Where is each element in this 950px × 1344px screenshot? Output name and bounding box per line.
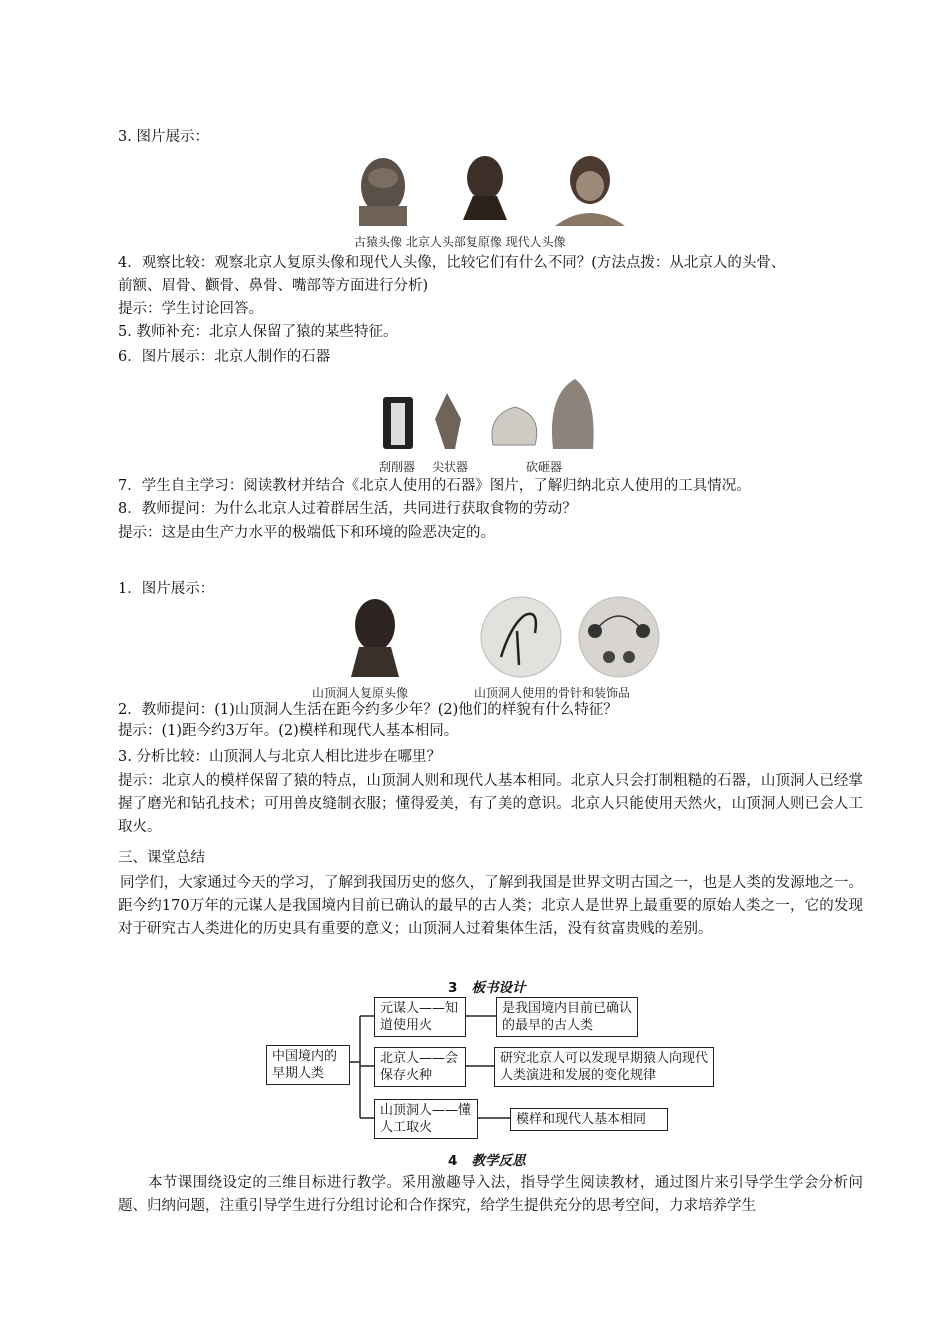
board-yuanmou-result-box: 是我国境内目前已确认的最早的古人类 <box>496 997 638 1037</box>
summary-paragraph: 同学们，大家通过今天的学习，了解到我国历史的悠久，了解到我国是世界文明古国之一，也是人类的发源地之一。距今约170万年的元谋人是我国境内目前已确认的最早的古人类；北京人是世界上最重要的原始人类之一，它的发现对于研究古人类进化的历史具有重要的意义；山顶洞人过着集体生活，没有贫富贵贱的差别。 <box>118 875 863 937</box>
item-4-line-1: 4．观察比较：观察北京人复原头像和现代人头像，比较它们有什么不同？(方法点拨：从北京人的头骨、 <box>118 255 786 271</box>
reflection-paragraph: 本节课围绕设定的三维目标进行教学。采用激趣导入法，指导学生阅读教材，通过图片来引导学生学会分析问题、归纳问题，注重引导学生进行分组讨论和合作探究，给学生提供充分的思考空间，力求培养学生 <box>118 1175 863 1214</box>
heads-caption: 古猿头像 北京人头部复原像 现代人头像 <box>354 235 566 249</box>
item-8-tip: 提示：这是由生产力水平的极端低下和环境的险恶决定的。 <box>118 525 495 541</box>
board-peking-box: 北京人——会保存火种 <box>374 1047 466 1087</box>
board-yuanmou-box: 元谋人——知道使用火 <box>374 997 466 1037</box>
board-cave-result-box: 模样和现代人基本相同 <box>510 1108 668 1131</box>
caption-chopper: 砍砸器 <box>526 460 563 474</box>
caption-needle-ornaments: 山顶洞人使用的骨针和装饰品 <box>474 686 631 700</box>
board-root-box: 中国境内的早期人类 <box>266 1045 350 1085</box>
cave-item-3: 3. 分析比较：山顶洞人与北京人相比进步在哪里？ <box>118 749 441 765</box>
cave-item-2: 2．教师提问：(1)山顶洞人生活在距今约多少年？(2)他们的样貌有什么特征？ <box>118 702 618 718</box>
item-8: 8．教师提问：为什么北京人过着群居生活，共同进行获取食物的劳动？ <box>118 501 577 517</box>
cave-item-1: 1．图片展示： <box>118 581 215 597</box>
caption-point-tool: 尖状器 <box>432 460 469 474</box>
caption-scraper: 刮削器 <box>379 460 416 474</box>
cave-item-2-tip: 提示：(1)距今约3万年。(2)模样和现代人基本相同。 <box>118 723 459 739</box>
item-7: 7．学生自主学习：阅读教材并结合《北京人使用的石器》图片，了解归纳北京人使用的工具情况。 <box>118 478 751 494</box>
board-peking-result-box: 研究北京人可以发现早期猿人向现代人类演进和发展的变化规律 <box>494 1047 714 1087</box>
cave-item-3-tip: 提示：北京人的模样保留了猿的特点，山顶洞人则和现代人基本相同。北京人只会打制粗糙的石器，山顶洞人已经掌握了磨光和钻孔技术；可用兽皮缝制衣服；懂得爱美，有了美的意识。北京人只能使用天然火，山顶洞人则已会人工取火。 <box>118 773 863 835</box>
reflection-heading <box>448 1149 526 1169</box>
section-3-heading: 三、课堂总结 <box>118 850 205 866</box>
item-4-tip: 提示：学生讨论回答。 <box>118 301 263 317</box>
board-cave-box: 山顶洞人——懂人工取火 <box>374 1099 478 1139</box>
item-5: 5. 教师补充：北京人保留了猿的某些特征。 <box>118 324 398 340</box>
item-4-line-2: 前额、眉骨、颧骨、鼻骨、嘴部等方面进行分析) <box>118 278 429 294</box>
board-design-number: 3 <box>448 980 458 996</box>
caption-cave-man-head: 山顶洞人复原头像 <box>312 686 409 700</box>
reflection-number: 4 <box>448 1153 458 1169</box>
reflection-title: 教学反思 <box>471 1153 526 1169</box>
board-design-title: 板书设计 <box>471 980 526 996</box>
item-6: 6．图片展示：北京人制作的石器 <box>118 349 331 365</box>
item-3-picture-show: 3. 图片展示： <box>118 129 209 145</box>
